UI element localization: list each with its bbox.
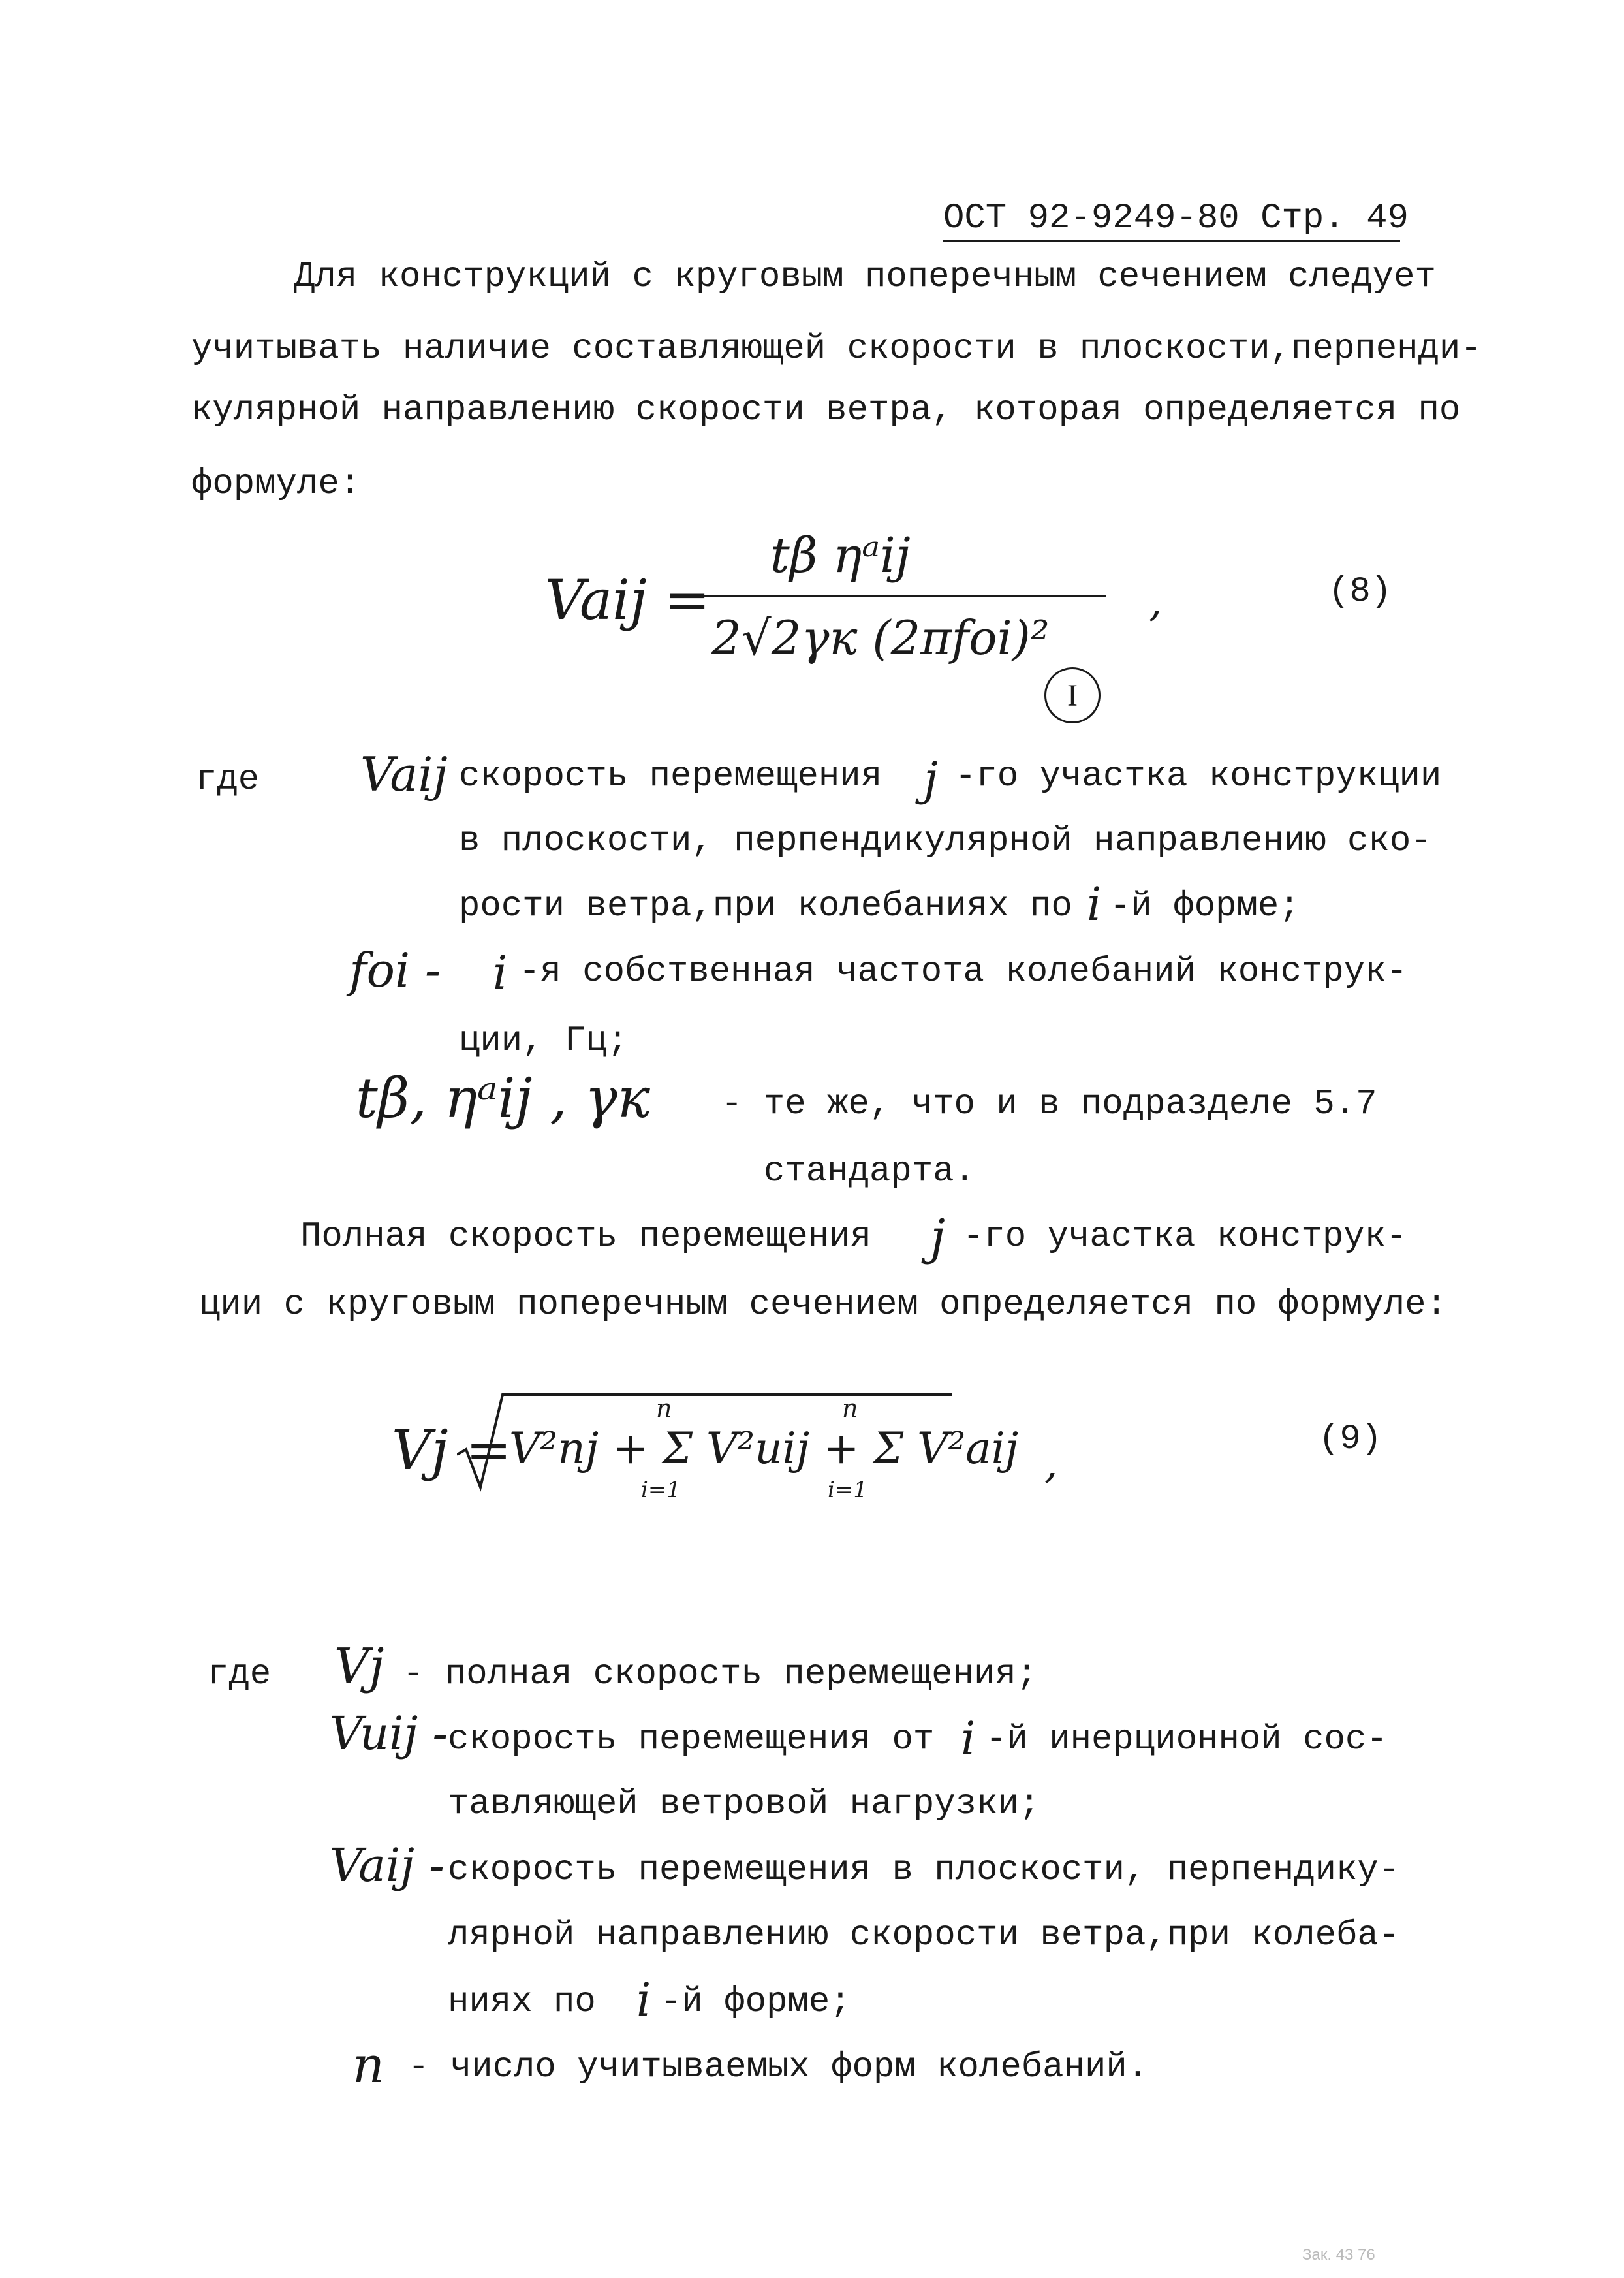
v-aij2-line3a: ниях по <box>448 1982 596 2022</box>
formula-8-number: (8) <box>1328 572 1392 612</box>
v-aij-line3b: -й форме; <box>1110 887 1300 926</box>
formula-9-sum1-lower: i=1 <box>641 1477 681 1503</box>
symbol-v-uij: Vuij - <box>330 1707 448 1760</box>
v-aij-j: j <box>924 752 938 806</box>
v-aij-line3a: рости ветра,при колебаниях по <box>459 887 1072 926</box>
formula-8-denominator: 2√2γк (2πfoi)² <box>711 610 1050 665</box>
formula-9-sum2-lower: i=1 <box>828 1477 867 1503</box>
v-aij-line2: в плоскости, перпендикулярной направлению ско- <box>459 821 1432 861</box>
paragraph2-line2: ции с круговым поперечным сечением определяется по формуле: <box>199 1285 1447 1325</box>
v-aij2-line2: лярной направлению скорости ветра,при колеба- <box>448 1916 1400 1955</box>
page-header: ОСТ 92-9249-80 Стр. 49 <box>943 198 1409 238</box>
v-aij-i: i <box>1087 878 1102 931</box>
formula-8-comma: , <box>1149 578 1163 626</box>
paragraph1-line3: кулярной направлению скорости ветра, которая определяется по <box>191 390 1461 430</box>
f-oi-line1: -я собственная частота колебаний конструк- <box>519 952 1408 992</box>
v-uij-line2: тавляющей ветровой нагрузки; <box>448 1784 1040 1824</box>
formula-8-lhs: Vaij = <box>545 568 711 632</box>
v-uij-i: i <box>961 1712 976 1765</box>
paragraph1-line2: учитывать наличие составляющей скорости в плоскости,перпенди- <box>191 329 1482 369</box>
paragraph1-line4: формуле: <box>191 464 361 504</box>
formula-9-lhs: Vj = <box>392 1418 512 1482</box>
v-aij-line1b: -го участка конструкции <box>955 757 1442 797</box>
symbol-f-oi: foi - <box>349 943 441 998</box>
symbol-n: n <box>352 2036 384 2094</box>
formula-9-sum2-upper: n <box>842 1394 858 1423</box>
t-eta-gamma-line2: стандарта. <box>764 1152 976 1192</box>
symbol-v-aij: Vaij <box>360 747 448 802</box>
symbol-t-eta-gamma: tβ, ηᵃij , γк <box>356 1066 650 1130</box>
v-aij2-line3b: -й форме; <box>661 1982 851 2022</box>
v-aij2-i: i <box>636 1973 651 2027</box>
formula-9-number: (9) <box>1319 1419 1382 1459</box>
v-aij-line1: скорость перемещения <box>459 757 882 797</box>
symbol-v-j: Vj <box>334 1638 384 1694</box>
header-underline <box>943 240 1400 242</box>
formula-9-comma: , <box>1044 1440 1058 1488</box>
v-uij-line1b: -й инерционной сос- <box>986 1720 1388 1760</box>
f-oi-line2: ции, Гц; <box>459 1021 629 1061</box>
where-label-1: где <box>196 760 260 800</box>
paragraph2-line1a: Полная скорость перемещения <box>300 1217 871 1257</box>
correction-mark: I <box>1044 667 1101 723</box>
paragraph2-line1b: -го участка конструк- <box>963 1217 1407 1257</box>
paragraph1-line1: Для конструкций с круговым поперечным сечением следует <box>294 257 1436 297</box>
t-eta-gamma-line1: - те же, что и в подразделе 5.7 <box>721 1084 1377 1124</box>
paragraph2-j: j <box>930 1209 945 1265</box>
symbol-v-aij-2: Vaij - <box>330 1839 445 1892</box>
formula-9-sum1-upper: n <box>656 1394 672 1423</box>
formula-9-radicand: V²nj + Σ V²uij + Σ V²aij <box>509 1423 1019 1474</box>
v-aij2-line1: скорость перемещения в плоскости, перпендику- <box>448 1850 1400 1890</box>
n-text: - число учитываемых форм колебаний. <box>408 2048 1149 2087</box>
v-uij-line1a: скорость перемещения от <box>448 1720 935 1760</box>
where-label-2: где <box>208 1654 272 1694</box>
footer-stamp: Зак. 43 76 <box>1302 2246 1375 2264</box>
v-j-text: - полная скорость перемещения; <box>403 1654 1038 1694</box>
formula-8-numerator: tβ ηᵃij <box>770 528 911 584</box>
formula-8-fraction-bar <box>698 595 1106 597</box>
f-oi-i: i <box>493 946 508 1000</box>
